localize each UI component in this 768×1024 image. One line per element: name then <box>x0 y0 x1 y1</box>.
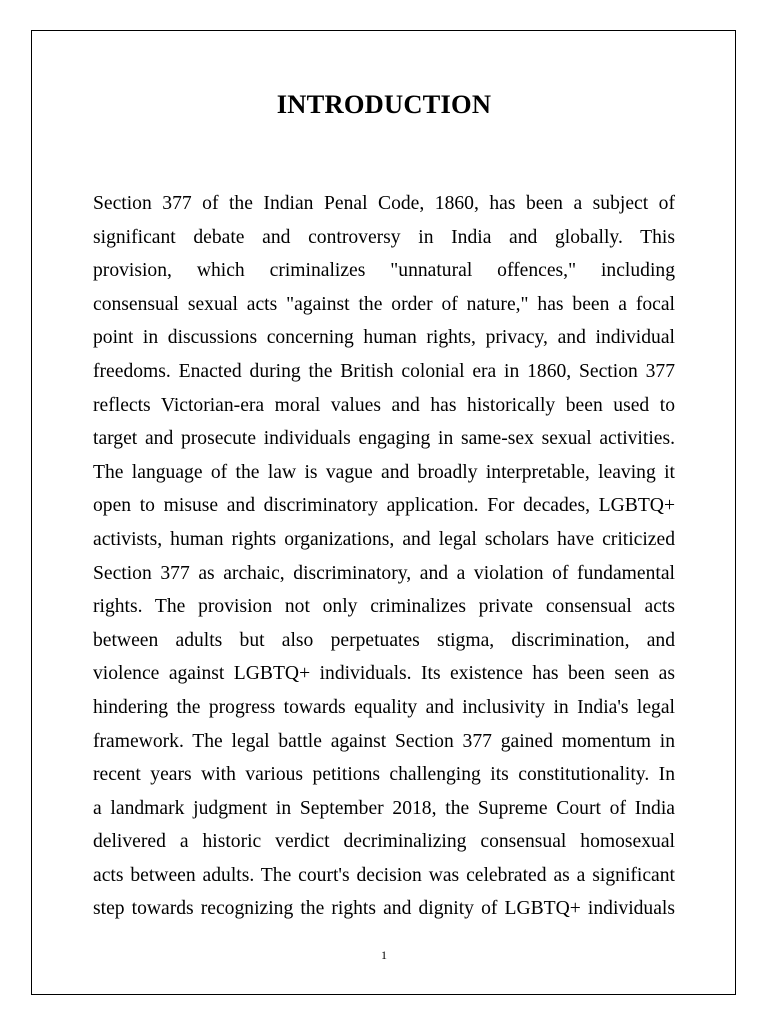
body-line: delivered a historic verdict decriminalizing consensual homosexual <box>93 831 675 853</box>
body-line: framework. The legal battle against Section 377 gained momentum in <box>93 730 675 752</box>
body-line: point in discussions concerning human rights, privacy, and individual <box>93 327 675 349</box>
body-line: step towards recognizing the rights and dignity of LGBTQ+ individuals <box>93 898 675 920</box>
body-line: Section 377 of the Indian Penal Code, 1860, has been a subject of <box>93 193 675 214</box>
body-line: between adults but also perpetuates stigma, discrimination, and <box>93 629 675 651</box>
body-line: rights. The provision not only criminalizes private consensual acts <box>93 596 675 618</box>
body-line: violence against LGBTQ+ individuals. Its existence has been seen as <box>93 663 675 685</box>
body-line: recent years with various petitions challenging its constitutionality. In <box>93 764 675 786</box>
page-number: 1 <box>381 948 387 962</box>
body-line: acts between adults. The court's decision was celebrated as a significant <box>93 864 675 886</box>
body-line: provision, which criminalizes "unnatural offences," including <box>93 260 675 282</box>
body-line: The language of the law is vague and broadly interpretable, leaving it <box>93 461 675 483</box>
body-line: hindering the progress towards equality and inclusivity in India's legal <box>93 696 675 718</box>
page-title: INTRODUCTION <box>276 89 492 119</box>
body-line: a landmark judgment in September 2018, the Supreme Court of India <box>93 797 675 819</box>
body-paragraph <box>93 187 675 926</box>
body-line: Section 377 as archaic, discriminatory, and a violation of fundamental <box>93 562 675 584</box>
body-line: target and prosecute individuals engaging in same-sex sexual activities. <box>93 428 675 450</box>
body-line: consensual sexual acts "against the order of nature," has been a focal <box>93 293 675 315</box>
body-line: activists, human rights organizations, and legal scholars have criticized <box>93 528 675 550</box>
body-line: reflects Victorian-era moral values and has historically been used to <box>93 394 675 416</box>
body-line: freedoms. Enacted during the British colonial era in 1860, Section 377 <box>93 360 675 382</box>
body-line: open to misuse and discriminatory application. For decades, LGBTQ+ <box>93 495 675 517</box>
body-line: significant debate and controversy in India and globally. This <box>93 226 675 248</box>
